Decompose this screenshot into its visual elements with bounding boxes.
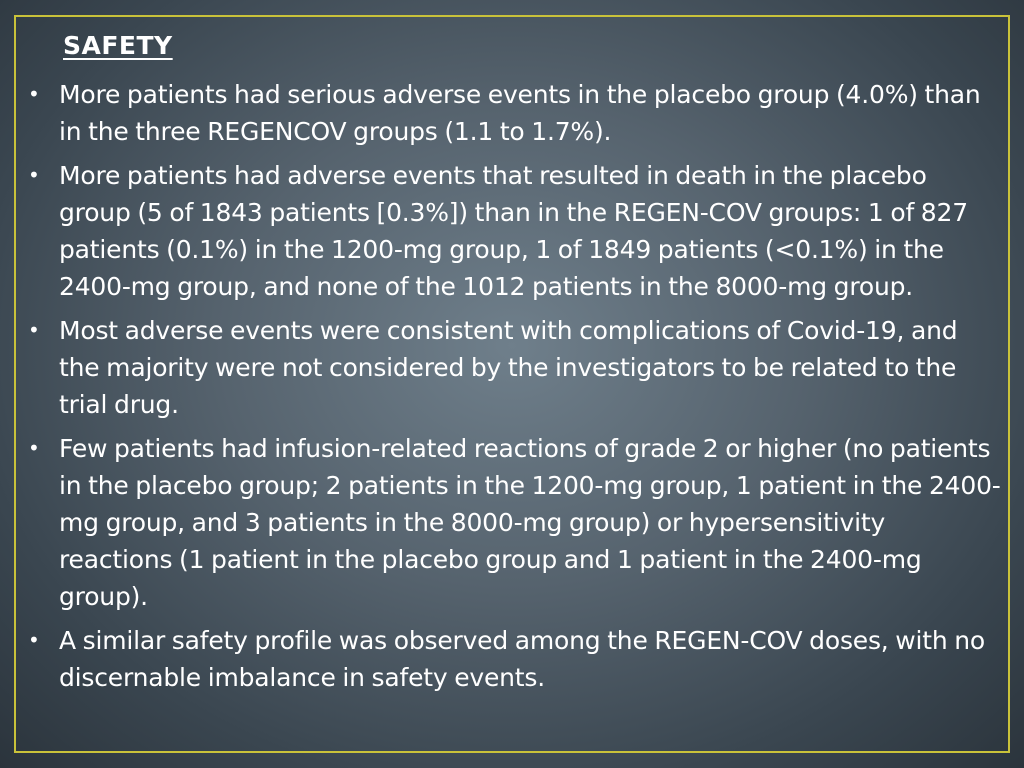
bullet-text: A similar safety profile was observed among the REGEN-COV doses, with no discernable imbalance in safety events. bbox=[59, 626, 985, 692]
bullet-icon: • bbox=[28, 628, 40, 652]
bullet-text: More patients had adverse events that resulted in death in the placebo group (5 of 1843 patients [0.3%]) than in the REGEN-COV groups: 1 of 827 patients (0.1%) in the 1200-mg group, 1 of 1849 patients (<0.1%) in the 2400-mg group, and none of the 1012 patients in the 8000-mg group. bbox=[59, 161, 968, 301]
bullet-text: More patients had serious adverse events in the placebo group (4.0%) than in the three REGENCOV groups (1.1 to 1.7%). bbox=[59, 80, 981, 146]
bullet-item-safety-profile bbox=[28, 622, 1003, 696]
slide-title: SAFETY bbox=[63, 31, 173, 60]
bullet-icon: • bbox=[28, 82, 40, 106]
bullet-icon: • bbox=[28, 436, 40, 460]
bullet-item-deaths bbox=[28, 157, 1003, 305]
bullet-icon: • bbox=[28, 318, 40, 342]
bullet-text: Few patients had infusion-related reactions of grade 2 or higher (no patients in the placebo group; 2 patients in the 1200-mg group, 1 patient in the 2400-mg group, and 3 patients in the 8000-mg group) or hypersensitivity reactions (1 patient in the placebo group and 1 patient in the 2400-mg group). bbox=[59, 434, 1001, 611]
bullet-item-infusion-reactions bbox=[28, 430, 1003, 615]
bullet-icon: • bbox=[28, 163, 40, 187]
bullet-item-covid-complications bbox=[28, 312, 1003, 423]
bullet-item-serious-adverse-events bbox=[28, 76, 1003, 150]
bullet-text: Most adverse events were consistent with complications of Covid-19, and the majority were not considered by the investigators to be related to the trial drug. bbox=[59, 316, 958, 419]
bullet-list bbox=[28, 76, 1003, 703]
